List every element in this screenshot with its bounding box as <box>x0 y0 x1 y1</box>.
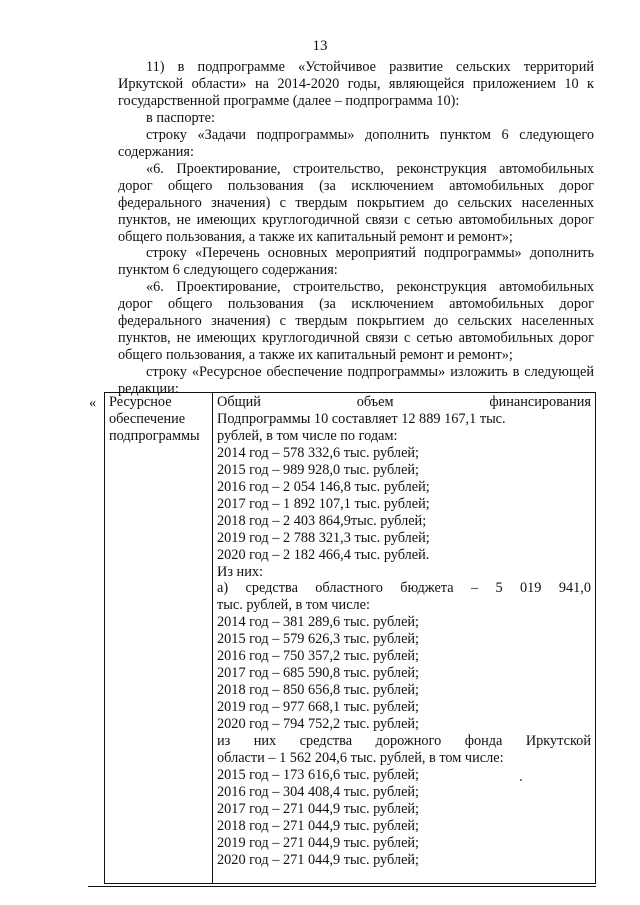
of-which-line: Из них: <box>217 563 263 580</box>
body-text <box>118 59 594 398</box>
table-row <box>105 393 596 884</box>
regional-year-line: 2019 год – 977 668,1 тыс. рублей; <box>217 699 420 716</box>
bottom-rule <box>88 886 596 887</box>
total-year-line: 2014 год – 578 332,6 тыс. рублей; <box>217 444 420 461</box>
regional-year-line: 2014 год – 381 289,6 тыс. рублей; <box>217 614 420 631</box>
label-line: обеспечение <box>109 410 186 427</box>
road-fund-year-line: 2016 год – 304 408,4 тыс. рублей; <box>217 783 420 800</box>
intro-line: Подпрограммы 10 составляет 12 889 167,1 тыс. <box>217 410 506 427</box>
content-cell <box>213 393 596 884</box>
label-line: Ресурсное <box>109 394 172 410</box>
regional-year-line: 2020 год – 794 752,2 тыс. рублей; <box>217 716 420 733</box>
resource-table <box>104 392 596 884</box>
road-fund-year-line: 2018 год – 271 044,9 тыс. рублей; <box>217 817 420 834</box>
page-number: 13 <box>312 38 328 54</box>
road-fund-year-line: 2017 год – 271 044,9 тыс. рублей; <box>217 800 420 817</box>
scan-speck <box>520 779 522 781</box>
total-year-line: 2016 год – 2 054 146,8 тыс. рублей; <box>217 478 430 495</box>
total-year-line: 2020 год – 2 182 466,4 тыс. рублей. <box>217 546 430 563</box>
opening-quote: « <box>89 395 97 411</box>
road-fund-year-line: 2020 год – 271 044,9 тыс. рублей; <box>217 851 420 868</box>
total-year-line: 2015 год – 989 928,0 тыс. рублей; <box>217 461 420 478</box>
intro-line: Общий объем финансирования <box>217 394 591 410</box>
paragraph-measures-row: строку «Перечень основных мероприятий подпрограммы» дополнить пунктом 6 следующего содержания: <box>118 245 594 279</box>
regional-year-line: 2018 год – 850 656,8 тыс. рублей; <box>217 682 420 699</box>
total-year-line: 2017 год – 1 892 107,1 тыс. рублей; <box>217 495 430 512</box>
regional-year-line: 2016 год – 750 357,2 тыс. рублей; <box>217 648 420 665</box>
regional-budget-line: а) средства областного бюджета – 5 019 941,0 <box>217 580 591 597</box>
paragraph-resources-row: строку «Ресурсное обеспечение подпрограммы» изложить в следующей редакции: <box>118 364 594 398</box>
regional-year-line: 2017 год – 685 590,8 тыс. рублей; <box>217 665 420 682</box>
total-year-line: 2018 год – 2 403 864,9тыс. рублей; <box>217 512 427 529</box>
road-fund-line: области – 1 562 204,6 тыс. рублей, в том числе: <box>217 750 504 767</box>
label-line: подпрограммы <box>109 427 200 444</box>
paragraph-tasks-row: строку «Задачи подпрограммы» дополнить пунктом 6 следующего содержания: <box>118 126 594 160</box>
road-fund-year-line: 2015 год – 173 616,6 тыс. рублей; <box>217 766 420 783</box>
regional-year-line: 2015 год – 579 626,3 тыс. рублей; <box>217 631 420 648</box>
resource-table-block <box>88 392 596 885</box>
paragraph-task-6: «6. Проектирование, строительство, реконструкция автомобильных дорог общего пользования (за исключением автомобильных дорог федерального значения) с твердым покрытием до сельских населенных пунктов, не имеющих круглогодичной связи с сетью автомобильных дорог общего пользования, а также их капитальный ремонт и ремонт»; <box>118 160 594 245</box>
paragraph-subprogram-10: 11) в подпрограмме «Устойчивое развитие сельских территорий Иркутской области» на 2014-2020 годы, являющейся приложением 10 к государственной программе (далее – подпрограмма 10): <box>118 59 594 109</box>
label-cell <box>105 393 213 884</box>
paragraph-in-passport: в паспорте: <box>146 109 215 126</box>
road-fund-year-line: 2019 год – 271 044,9 тыс. рублей; <box>217 834 420 851</box>
paragraph-measure-6: «6. Проектирование, строительство, реконструкция автомобильных дорог общего пользования (за исключением автомобильных дорог федерального значения) с твердым покрытием до сельских населенных пунктов, не имеющих круглогодичной связи с сетью автомобильных дорог общего пользования, а также их капитальный ремонт и ремонт»; <box>118 279 594 364</box>
regional-budget-line: тыс. рублей, в том числе: <box>217 597 370 614</box>
road-fund-line: из них средства дорожного фонда Иркутской <box>217 733 591 750</box>
total-year-line: 2019 год – 2 788 321,3 тыс. рублей; <box>217 529 430 546</box>
intro-line: рублей, в том числе по годам: <box>217 427 398 444</box>
